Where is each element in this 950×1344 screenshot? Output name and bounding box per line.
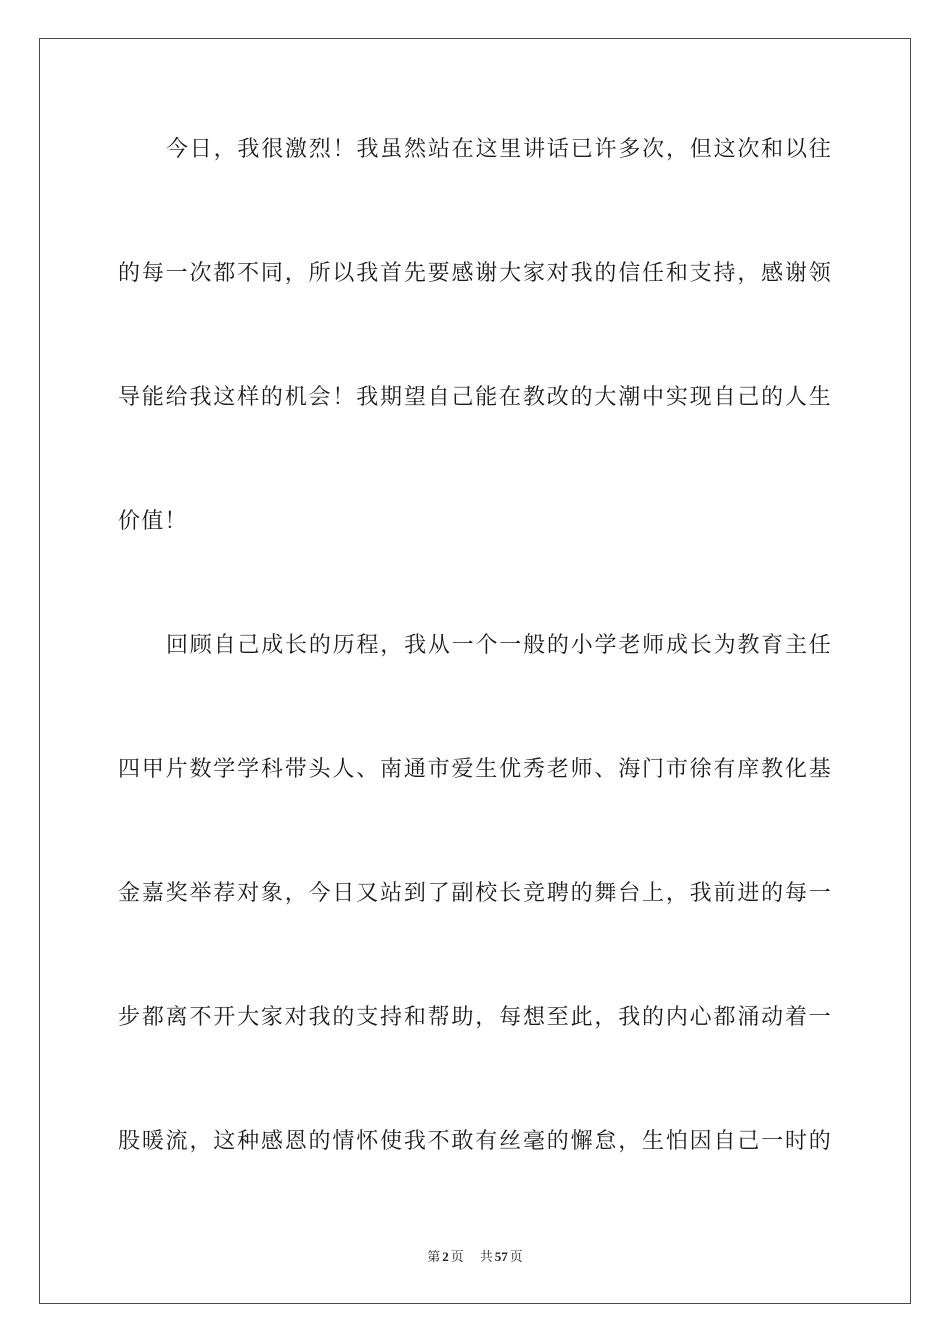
page-unit: 页 <box>450 1249 464 1264</box>
page-prefix: 第 <box>427 1249 441 1264</box>
paragraph-2-line-2: 四甲片数学学科带头人、南通市爱生优秀老师、海门市徐有庠教化基 <box>118 757 832 782</box>
paragraph-1-line-2: 的每一次都不同，所以我首先要感谢大家对我的信任和支持，感谢领 <box>118 261 832 286</box>
page-border <box>39 38 911 1304</box>
page-footer <box>0 1246 950 1265</box>
paragraph-1-line-1: 今日，我很激烈！我虽然站在这里讲话已许多次，但这次和以往 <box>166 137 832 162</box>
paragraph-1-line-3: 导能给我这样的机会！我期望自己能在教改的大潮中实现自己的人生 <box>118 385 832 410</box>
paragraph-1-line-4: 价值！ <box>118 509 188 534</box>
paragraph-2-line-3: 金嘉奖举荐对象，今日又站到了副校长竞聘的舞台上，我前进的每一 <box>118 881 832 906</box>
paragraph-2-line-1: 回顾自己成长的历程，我从一个一般的小学老师成长为教育主任 <box>166 633 832 658</box>
total-unit: 页 <box>509 1249 523 1264</box>
total-prefix: 共 <box>479 1249 493 1264</box>
paragraph-2-line-4: 步都离不开大家对我的支持和帮助，每想至此，我的内心都涌动着一 <box>118 1005 832 1030</box>
page-number: 2 <box>442 1249 449 1264</box>
total-pages: 57 <box>494 1249 508 1264</box>
paragraph-2-line-5: 股暖流，这种感恩的情怀使我不敢有丝毫的懈怠，生怕因自己一时的 <box>118 1129 832 1154</box>
